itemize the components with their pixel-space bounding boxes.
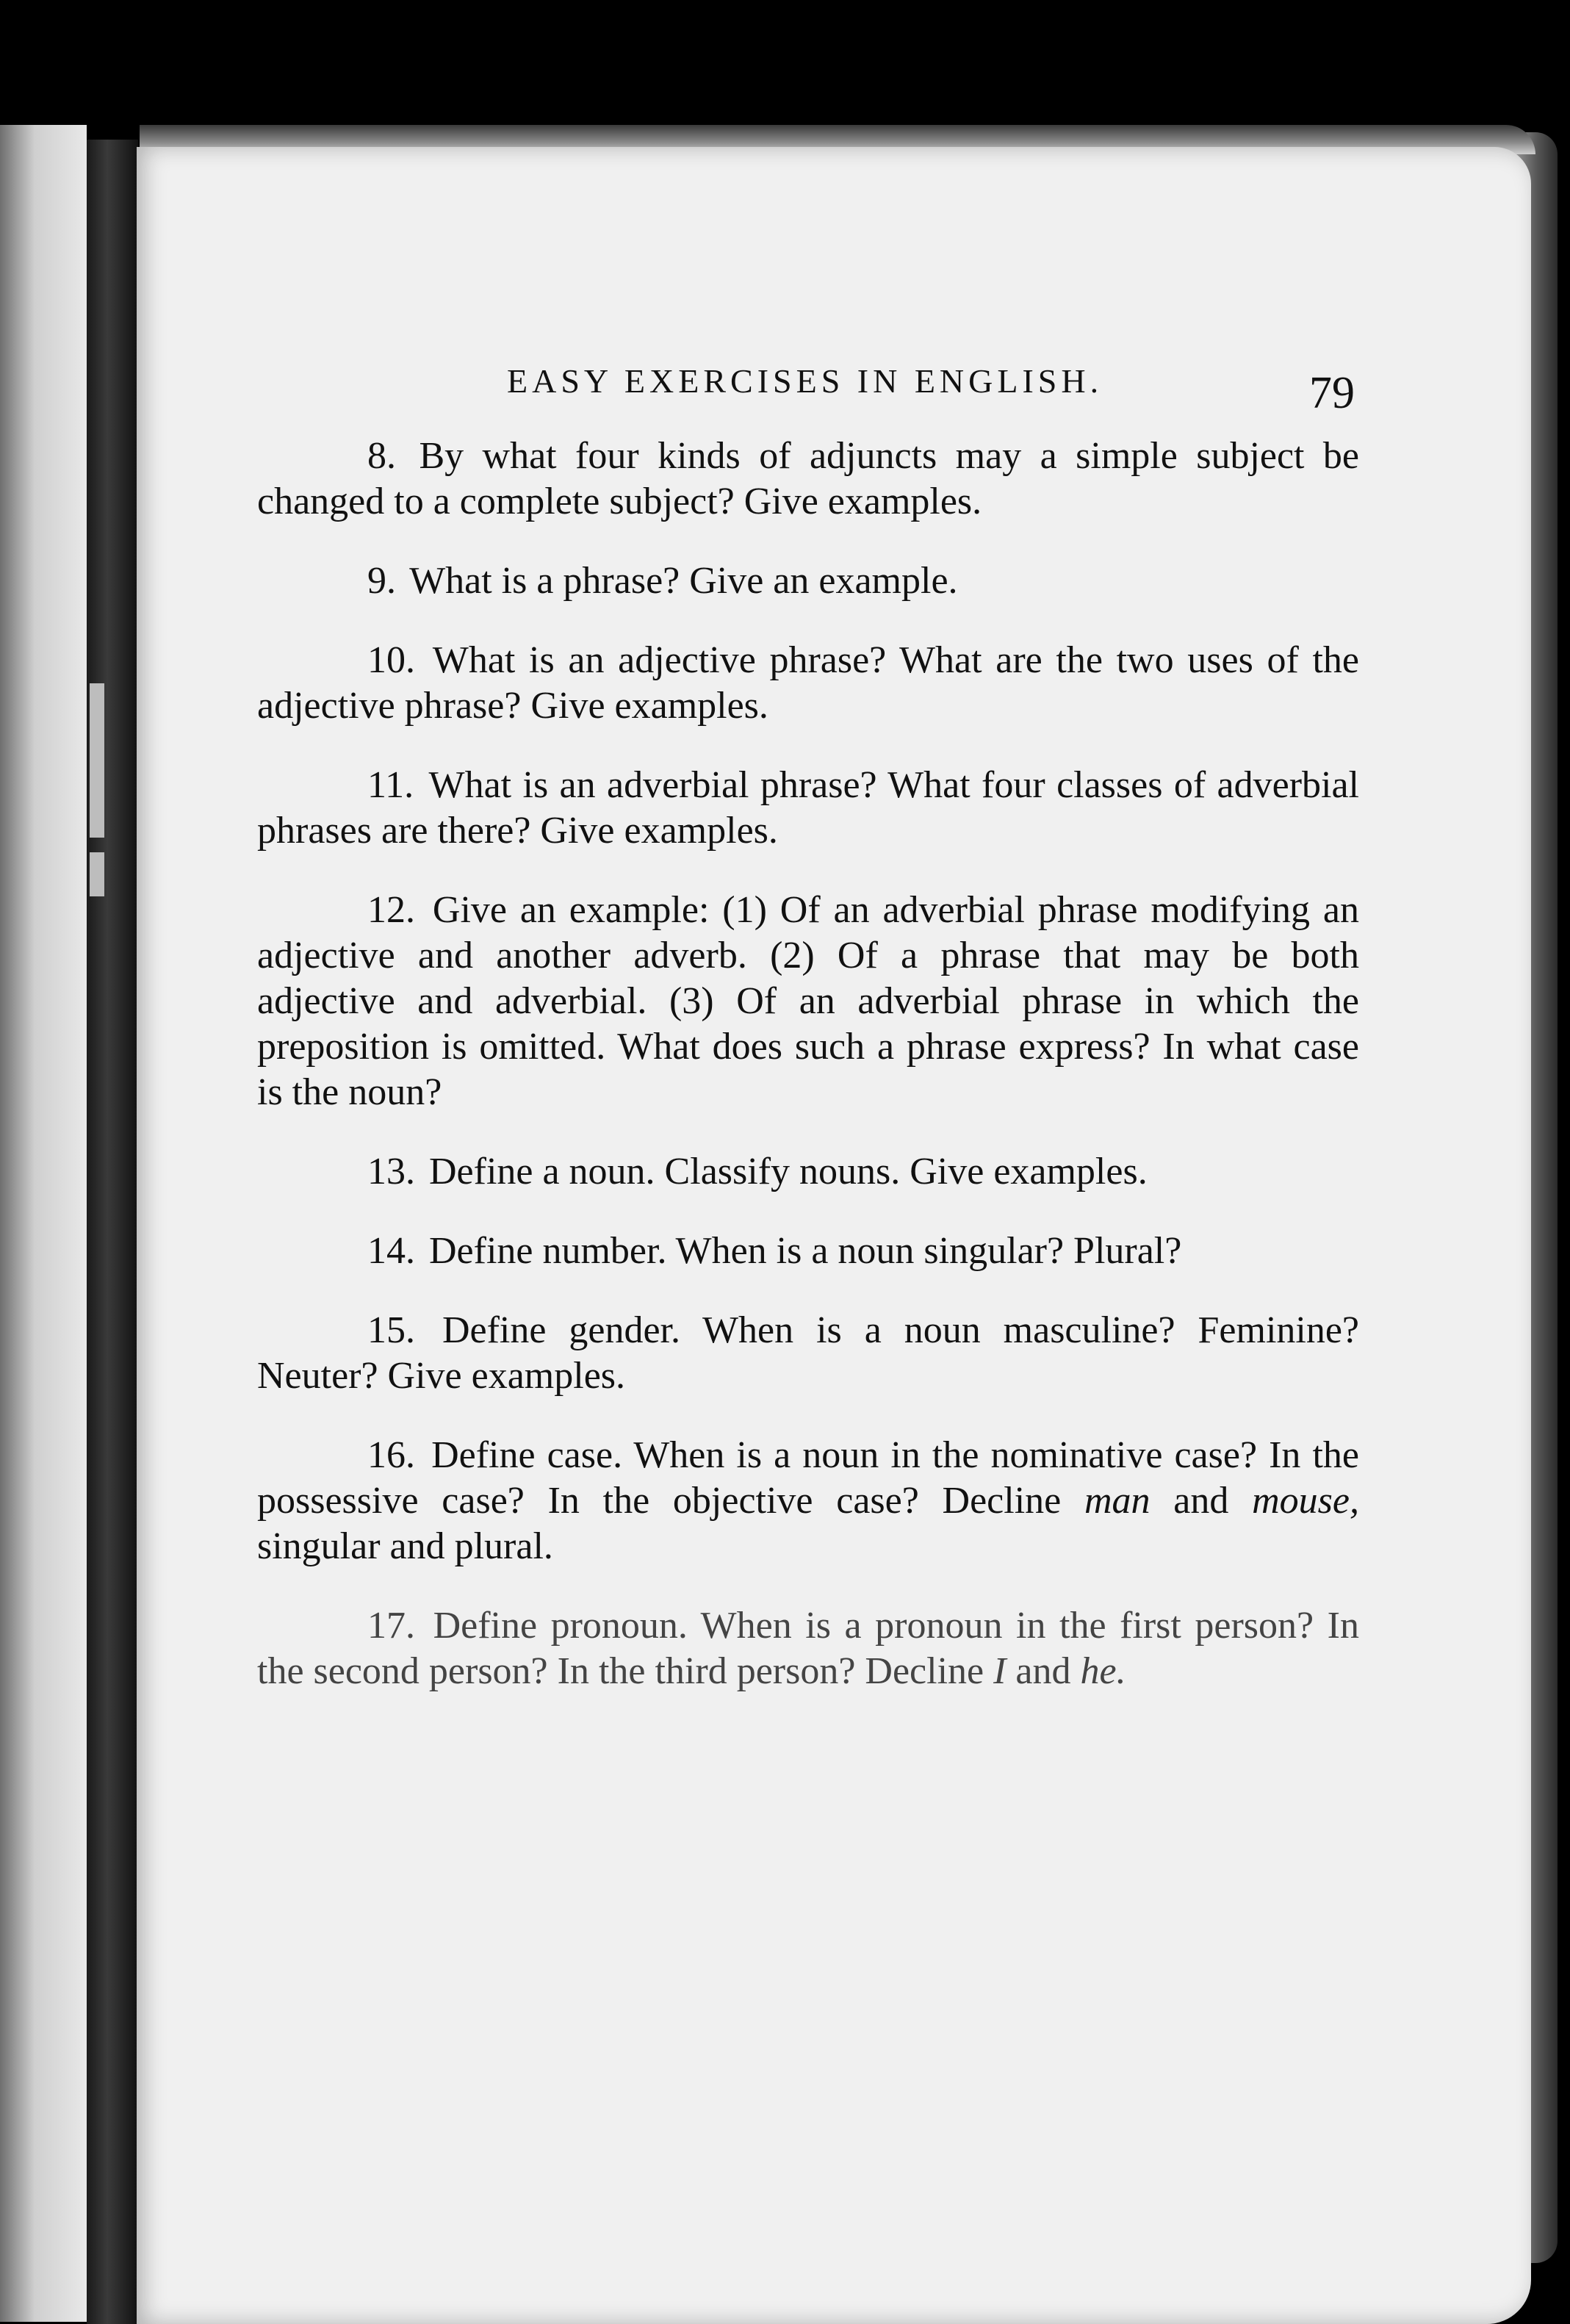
question-text: By what four kinds of adjuncts may a simple subject be changed to a complete subject? Give examples. bbox=[257, 435, 1360, 522]
gutter-mark bbox=[90, 683, 104, 838]
question-13 bbox=[257, 1149, 1359, 1195]
question-12 bbox=[257, 888, 1359, 1115]
question-11 bbox=[257, 763, 1359, 854]
page-number: 79 bbox=[1309, 368, 1355, 418]
question-number: 8. bbox=[367, 435, 396, 477]
question-number: 10. bbox=[367, 639, 415, 681]
question-10 bbox=[257, 638, 1359, 729]
question-number: 13. bbox=[367, 1151, 415, 1192]
question-text: Define pronoun. When is a pronoun in the first person? In the second person? In the third person? Decline bbox=[257, 1605, 1359, 1692]
question-8 bbox=[257, 433, 1359, 525]
question-16 bbox=[257, 1433, 1359, 1569]
italic-word: he. bbox=[1080, 1650, 1126, 1692]
question-text: Define gender. When is a noun masculine? Feminine? Neuter? Give examples. bbox=[257, 1309, 1360, 1397]
question-number: 11. bbox=[367, 764, 414, 806]
running-title: EASY EXERCISES IN ENGLISH. bbox=[507, 362, 1103, 400]
gutter-mark bbox=[90, 852, 104, 896]
question-text: singular and plural. bbox=[257, 1525, 553, 1567]
italic-word: I bbox=[993, 1650, 1007, 1692]
question-number: 15. bbox=[367, 1309, 415, 1351]
question-15 bbox=[257, 1308, 1359, 1399]
facing-page-edge bbox=[0, 125, 87, 2322]
question-number: 9. bbox=[367, 560, 396, 602]
question-14 bbox=[257, 1228, 1359, 1274]
question-text: What is a phrase? Give an example. bbox=[409, 560, 958, 602]
question-number: 14. bbox=[367, 1230, 415, 1272]
italic-word: man bbox=[1084, 1480, 1151, 1522]
question-number: 17. bbox=[367, 1605, 415, 1647]
question-text: What is an adverbial phrase? What four classes of adverbial phrases are there? Give examples. bbox=[257, 764, 1359, 852]
question-text: and bbox=[1150, 1480, 1253, 1522]
question-text: Give an example: (1) Of an adverbial phrase modifying an adjective and another adverb. (2) Of a phrase that may be both adjective and adverbial. (3) Of an adverbial phrase in which the preposition is omitted. What does such a phrase express? In what case is the noun? bbox=[257, 889, 1360, 1113]
question-text: Define a noun. Classify nouns. Give examples. bbox=[429, 1151, 1148, 1192]
question-text: Define case. When is a noun in the nominative case? In the possessive case? In the objective case? Decline bbox=[257, 1434, 1359, 1522]
question-9 bbox=[257, 558, 1359, 604]
book-gutter bbox=[87, 140, 138, 2324]
question-list bbox=[257, 433, 1359, 1728]
question-17 bbox=[257, 1603, 1359, 1694]
italic-word: mouse, bbox=[1252, 1480, 1359, 1522]
question-text: Define number. When is a noun singular? Plural? bbox=[429, 1230, 1182, 1272]
question-text: What is an adjective phrase? What are the two uses of the adjective phrase? Give examples. bbox=[257, 639, 1359, 727]
question-number: 12. bbox=[367, 889, 415, 931]
question-number: 16. bbox=[367, 1434, 415, 1476]
question-text: and bbox=[1006, 1650, 1081, 1692]
